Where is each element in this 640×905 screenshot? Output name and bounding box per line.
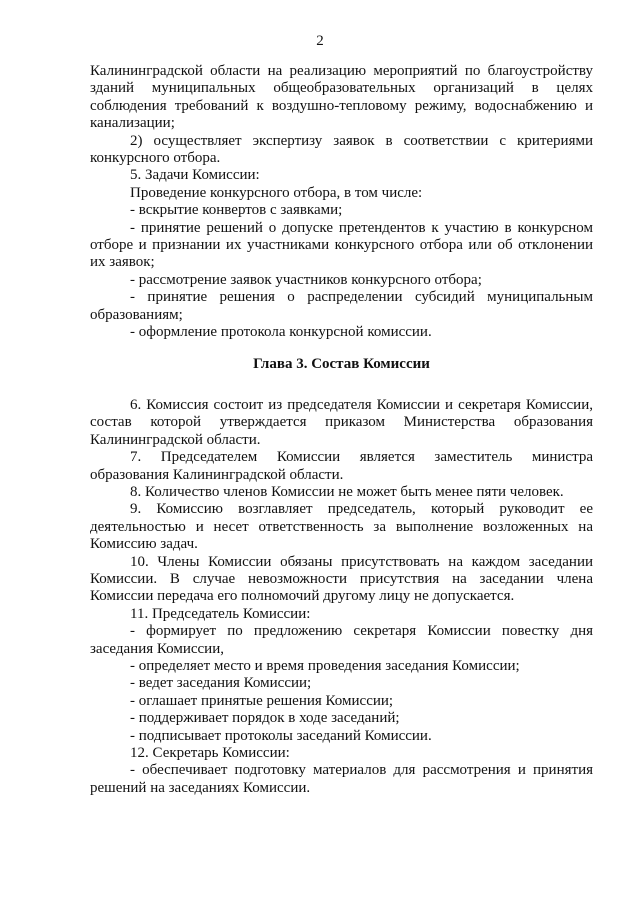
- document-body: [90, 63, 593, 797]
- paragraph: - вскрытие конвертов с заявками;: [130, 202, 343, 219]
- paragraph: - ведет заседания Комиссии;: [130, 675, 312, 692]
- paragraph: 12. Секретарь Комиссии:: [130, 745, 290, 762]
- page-number: 2: [316, 33, 324, 49]
- paragraph: 10. Члены Комиссии обязаны присутствовать на каждом заседании Комиссии. В случае невозможности присутствия на заседании члена Комиссии передача его полномочий другому лицу не допускается.: [90, 553, 593, 605]
- paragraph: 9. Комиссию возглавляет председатель, который руководит ее деятельностью и несет ответственность за выполнение возложенных на Комиссию задач.: [90, 501, 593, 553]
- paragraph: 2) осуществляет экспертизу заявок в соответствии с критериями конкурсного отбора.: [90, 132, 593, 167]
- paragraph: - обеспечивает подготовку материалов для рассмотрения и принятия решений на заседаниях Комиссии.: [90, 762, 593, 796]
- paragraph: - поддерживает порядок в ходе заседаний;: [130, 710, 400, 727]
- paragraphs-bottom: [90, 397, 593, 797]
- paragraph: Калининградской области на реализацию мероприятий по благоустройству зданий муниципальных общеобразовательных организаций в целях соблюдения требований к воздушно-тепловому режиму, водоснабжению и канализации;: [90, 63, 593, 132]
- paragraph: - принятие решений о допуске претендентов к участию в конкурсном отборе и признании их участниками конкурсного отбора или об отклонении их заявок;: [90, 219, 593, 271]
- paragraph: 7. Председателем Комиссии является заместитель министра образования Калининградской области.: [90, 449, 593, 483]
- chapter-heading: Глава 3. Состав Комиссии: [253, 355, 430, 372]
- paragraph: - формирует по предложению секретаря Комиссии повестку дня заседания Комиссии,: [90, 623, 593, 657]
- paragraph: - определяет место и время проведения заседания Комиссии;: [130, 658, 520, 674]
- paragraph: - рассмотрение заявок участников конкурсного отбора;: [130, 271, 482, 288]
- paragraph: - оформление протокола конкурсной комиссии.: [130, 324, 432, 341]
- paragraph: - принятие решения о распределении субсидий муниципальным образованиям;: [90, 289, 593, 323]
- paragraph: 11. Председатель Комиссии:: [130, 605, 311, 622]
- paragraph: - подписывает протоколы заседаний Комиссии.: [130, 727, 432, 744]
- paragraph: 6. Комиссия состоит из председателя Комиссии и секретаря Комиссии, состав которой утверждается приказом Министерства образования Калининградской области.: [90, 396, 593, 448]
- paragraph: 8. Количество членов Комиссии не может быть менее пяти человек.: [130, 483, 564, 500]
- paragraph: - оглашает принятые решения Комиссии;: [130, 692, 394, 709]
- paragraphs-top: [90, 63, 593, 342]
- paragraph: Проведение конкурсного отбора, в том числе:: [130, 184, 423, 201]
- paragraph: 5. Задачи Комиссии:: [130, 167, 260, 184]
